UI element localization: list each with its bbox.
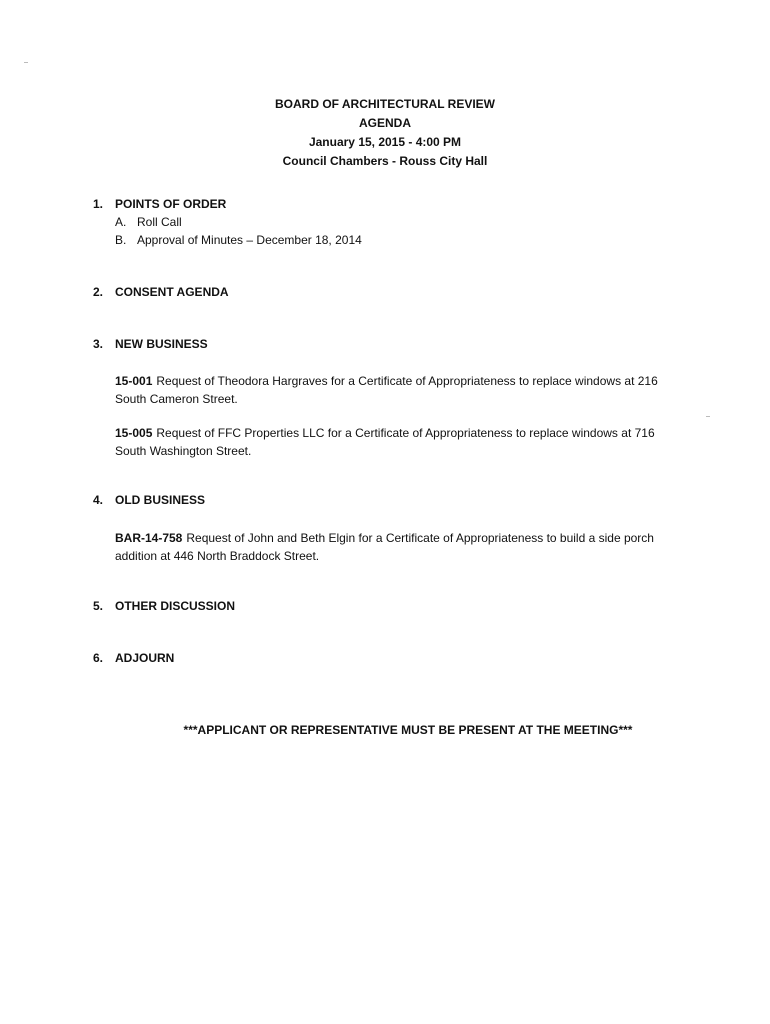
scan-speck [706, 416, 710, 417]
section-consent-agenda [93, 284, 229, 300]
section-adjourn [93, 650, 174, 666]
item-text: Approval of Minutes – December 18, 2014 [137, 233, 362, 247]
agenda-header [0, 95, 770, 171]
agenda-item-approval-of-minutes [115, 232, 362, 248]
section-old-business [93, 492, 205, 508]
item-text: Roll Call [137, 215, 182, 229]
case-bar-14-758 [115, 529, 675, 565]
applicant-presence-notice: ***APPLICANT OR REPRESENTATIVE MUST BE PRESENT AT THE MEETING*** [183, 723, 633, 737]
section-title: OLD BUSINESS [115, 493, 206, 507]
section-new-business [93, 336, 208, 352]
section-title: NEW BUSINESS [115, 337, 208, 351]
case-text: Request of John and Beth Elgin for a Certificate of Appropriateness to build a side porch addition at 446 North Braddock Street. [115, 531, 654, 563]
section-number: 3. [93, 337, 104, 351]
agenda-title: AGENDA [358, 116, 411, 130]
case-id: BAR-14-758 [115, 531, 183, 545]
section-other-discussion [93, 598, 235, 614]
section-title: OTHER DISCUSSION [115, 599, 236, 613]
board-title: BOARD OF ARCHITECTURAL REVIEW [275, 97, 495, 111]
section-number: 6. [93, 651, 104, 665]
section-points-of-order [93, 196, 226, 212]
meeting-datetime: January 15, 2015 - 4:00 PM [308, 135, 462, 149]
section-number: 4. [93, 493, 104, 507]
case-15-005 [115, 424, 675, 460]
case-text: Request of Theodora Hargraves for a Certificate of Appropriateness to replace windows at 216 South Cameron Street. [115, 374, 658, 406]
item-letter: A. [115, 215, 127, 229]
section-number: 1. [93, 197, 104, 211]
section-title: ADJOURN [115, 651, 175, 665]
case-id: 15-005 [115, 426, 153, 440]
agenda-item-roll-call [115, 214, 182, 230]
section-number: 2. [93, 285, 104, 299]
section-title: POINTS OF ORDER [115, 197, 227, 211]
item-letter: B. [115, 233, 127, 247]
case-15-001 [115, 372, 675, 408]
case-id: 15-001 [115, 374, 153, 388]
section-number: 5. [93, 599, 104, 613]
meeting-location: Council Chambers - Rouss City Hall [282, 154, 488, 168]
scan-speck [24, 62, 28, 63]
section-title: CONSENT AGENDA [115, 285, 229, 299]
case-text: Request of FFC Properties LLC for a Certificate of Appropriateness to replace windows at 716 South Washington Street. [115, 426, 655, 458]
